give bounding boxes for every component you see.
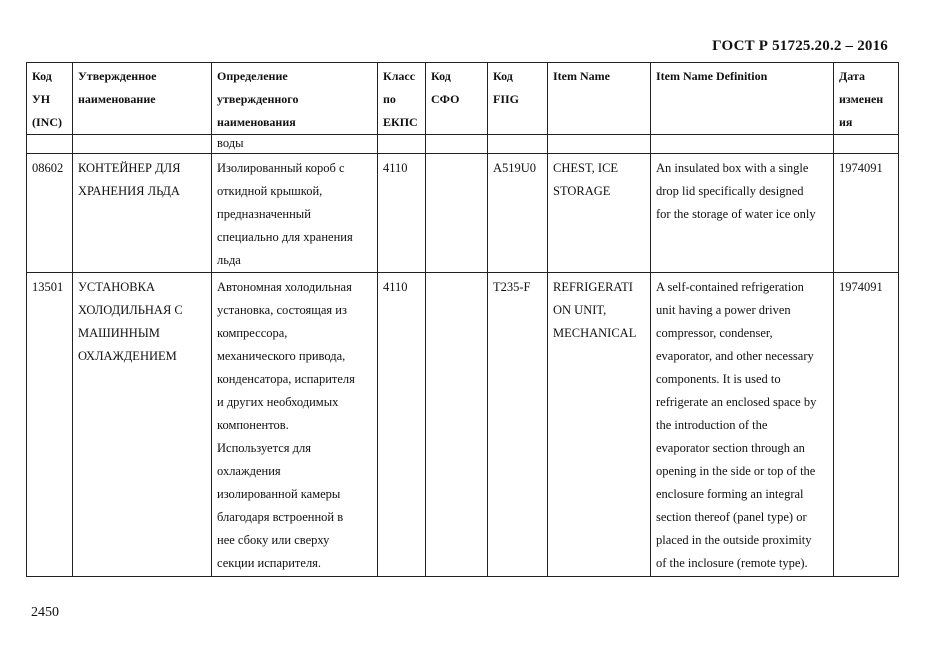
approved-name-cell: УСТАНОВКА ХОЛОДИЛЬНАЯ С МАШИННЫМ ОХЛАЖДЕНИЕМ: [73, 273, 212, 577]
fiig-cell: A519U0: [488, 154, 548, 273]
document-code: ГОСТ Р 51725.20.2 – 2016: [712, 38, 888, 54]
definition-cell: Автономная холодильная установка, состоящая из компрессора, механического привода, конденсатора, испарителя и других необходимых компонентов. Используется для охлаждения изолированной камеры благодаря встроенной в нее сбоку или сверху секции испарителя.: [212, 273, 378, 577]
definition-cell: Изолированный короб с откидной крышкой, предназначенный специально для хранения льда: [212, 154, 378, 273]
approved-name-cell: КОНТЕЙНЕР ДЛЯ ХРАНЕНИЯ ЛЬДА: [73, 154, 212, 273]
item-definition-cell: An insulated box with a single drop lid specifically designed for the storage of water ice only: [651, 154, 834, 273]
item-definition-cell: A self-contained refrigeration unit having a power driven compressor, condenser, evaporator, and other necessary components. It is used to refrigerate an enclosed space by the introduction of the evaporator section through an opening in the side or top of the enclosure forming an integral section thereof (panel type) or placed in the outside proximity of the inclosure (remote type).: [651, 273, 834, 577]
column-header-date: Дата изменен ия: [834, 63, 899, 135]
date-cell: 1974091: [834, 273, 899, 577]
column-header-fiig: Код FIIG: [488, 63, 548, 135]
table-cell: [27, 135, 73, 154]
column-header-approved-name: Утвержденное наименование: [73, 63, 212, 135]
table-row: [27, 154, 899, 273]
column-header-definition: Определение утвержденного наименования: [212, 63, 378, 135]
column-header-item-name: Item Name: [548, 63, 651, 135]
date-cell: 1974091: [834, 154, 899, 273]
inc-cell: 08602: [27, 154, 73, 273]
sfo-cell: [426, 154, 488, 273]
table-cell: [548, 135, 651, 154]
table-cell: [488, 135, 548, 154]
fiig-cell: T235-F: [488, 273, 548, 577]
table-row: [27, 273, 899, 577]
table-cell: [834, 135, 899, 154]
item-name-cell: CHEST, ICE STORAGE: [548, 154, 651, 273]
continuation-row: [27, 135, 899, 154]
table-cell: [426, 135, 488, 154]
table-header-row: [27, 63, 899, 135]
column-header-item-definition: Item Name Definition: [651, 63, 834, 135]
ekps-cell: 4110: [378, 273, 426, 577]
sfo-cell: [426, 273, 488, 577]
column-header-sfo: Код СФО: [426, 63, 488, 135]
item-name-cell: REFRIGERATI ON UNIT, MECHANICAL: [548, 273, 651, 577]
table-cell: [378, 135, 426, 154]
column-header-ekps: Класс по ЕКПС: [378, 63, 426, 135]
table-cell: воды: [212, 135, 378, 154]
page-number: 2450: [31, 605, 59, 620]
inc-cell: 13501: [27, 273, 73, 577]
table-cell: [73, 135, 212, 154]
table-cell: [651, 135, 834, 154]
items-table: [26, 62, 899, 577]
ekps-cell: 4110: [378, 154, 426, 273]
column-header-inc: Код УН (INC): [27, 63, 73, 135]
